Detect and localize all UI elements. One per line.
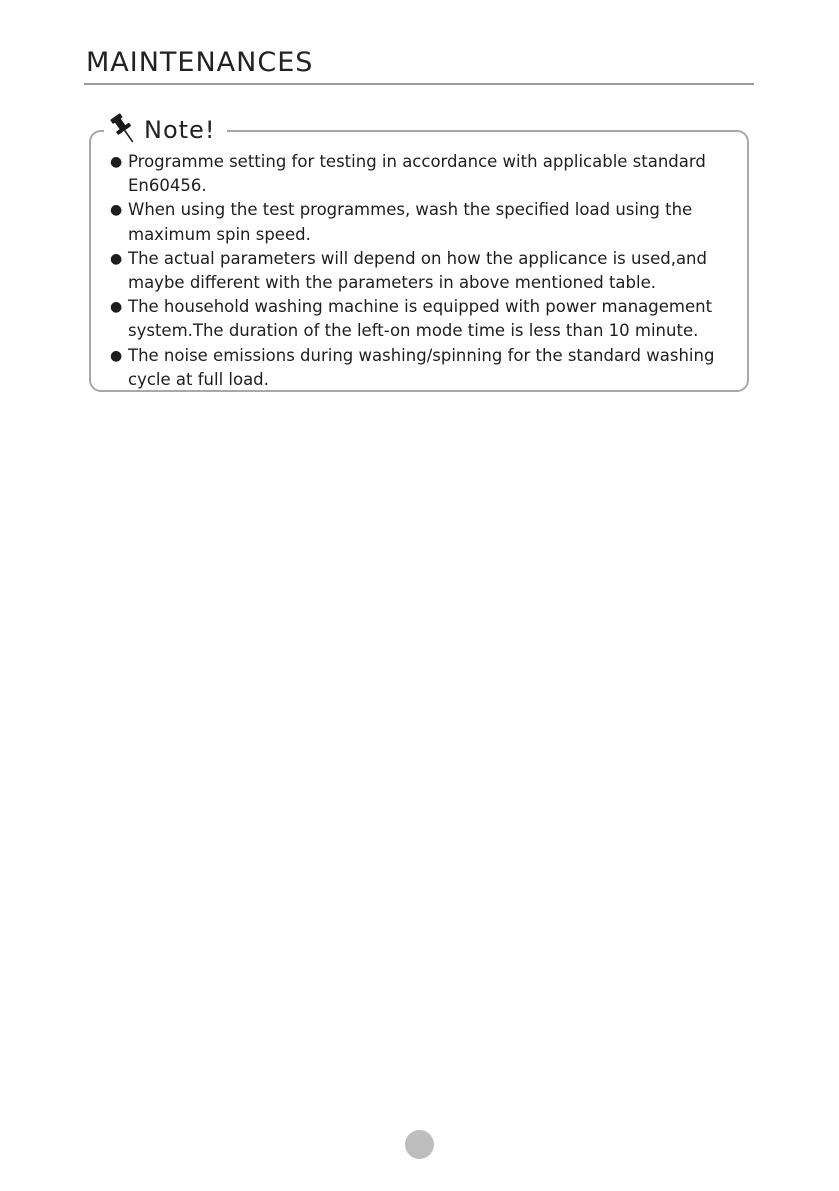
note-label: Note! (144, 116, 216, 144)
note-item-text: The noise emissions during washing/spinning for the standard washing cycle at full load. (128, 345, 715, 389)
note-item (108, 198, 728, 246)
note-item-text: The household washing machine is equipped with power management system.The duration of the left-on mode time is less than 10 minute. (128, 297, 713, 341)
pushpin-icon (110, 112, 136, 148)
bullet-icon: ● (110, 154, 123, 170)
note-item-text: Programme setting for testing in accordance with applicable standard En60456. (128, 152, 706, 196)
page-title: MAINTENANCES (86, 47, 314, 78)
page-number-badge (405, 1130, 434, 1159)
bullet-icon: ● (110, 347, 123, 364)
note-item (108, 295, 728, 343)
note-list (108, 150, 728, 392)
bullet-icon: ● (110, 250, 123, 267)
note-header (104, 110, 227, 150)
title-divider (84, 83, 754, 85)
bullet-icon: ● (110, 202, 123, 219)
note-item (108, 344, 728, 392)
note-item-text: The actual parameters will depend on how the applicance is used,and maybe different with the parameters in above mentioned table. (128, 248, 707, 293)
note-item (108, 150, 728, 198)
note-item-text: When using the test programmes, wash the specified load using the maximum spin speed. (128, 200, 693, 244)
note-item (108, 247, 728, 295)
bullet-icon: ● (110, 299, 123, 316)
